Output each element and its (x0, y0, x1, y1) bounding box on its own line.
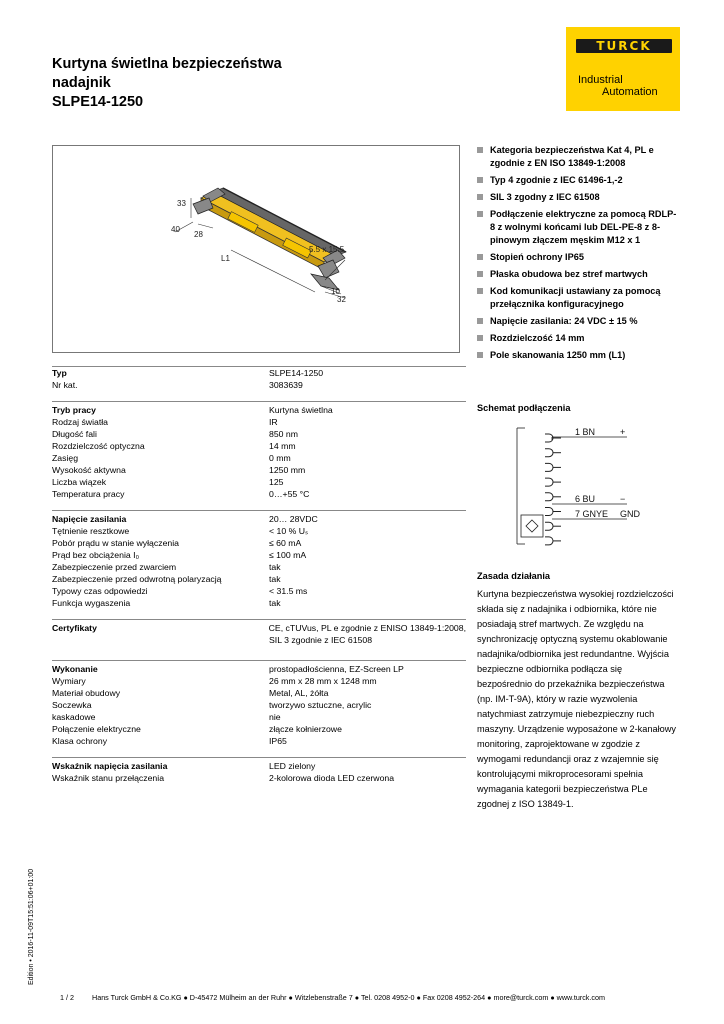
logo-line-1: Industrial (578, 74, 623, 86)
spec-value: tak (269, 574, 281, 584)
device-drawing (53, 146, 459, 352)
spec-value: 0…+55 °C (269, 489, 310, 499)
spec-row (52, 452, 466, 464)
spec-key: Prąd bez obciążenia I₀ (52, 550, 140, 560)
spec-row (52, 711, 466, 723)
connector-pin-icon (545, 478, 553, 486)
spec-key: Długość fali (52, 429, 97, 439)
pin7-sign: GND (620, 509, 640, 519)
spec-value: CE, cTUVus, PL e zgodnie z ENISO 13849-1:2008, (268, 623, 466, 633)
spec-value: 20… 28VDC (269, 514, 318, 524)
dim-label-40: 40 (171, 225, 180, 234)
spec-key: Tryb pracy (52, 405, 96, 415)
spec-value: ≤ 100 mA (269, 550, 307, 560)
footer-address: Hans Turck GmbH & Co.KG ● D-45472 Mülheim an der Ruhr ● Witzlebenstraße 7 ● Tel. 0208 4952-0 ● Fax 0208 4952-264 ● more@turck.com ● www.turck.com (92, 993, 605, 1002)
connector-pins (545, 434, 561, 545)
spec-row (52, 723, 466, 735)
feature-item (477, 349, 677, 362)
spec-value: tak (269, 562, 281, 572)
spec-value: < 31.5 ms (269, 586, 308, 596)
bullet-square-icon (477, 335, 483, 341)
feature-item (477, 174, 677, 187)
page-number: 1 / 2 (60, 993, 74, 1002)
spec-key: Napięcie zasilania (52, 514, 127, 524)
logo-brand: TURCK (596, 39, 652, 53)
connector-pin-icon (545, 449, 553, 457)
spec-row (52, 699, 466, 711)
connector-pin-icon (545, 508, 553, 516)
title-line: SLPE14-1250 (52, 94, 144, 110)
spec-value: Metal, AL, żółta (269, 688, 329, 698)
spec-row (52, 634, 466, 646)
feature-item (477, 208, 677, 247)
spec-table (52, 366, 466, 784)
schema-heading: Schemat podłączenia (477, 403, 571, 413)
spec-key (52, 634, 269, 646)
feature-text: Pole skanowania 1250 mm (L1) (490, 350, 626, 360)
wiring-diagram (477, 420, 687, 550)
spec-key: Połączenie elektryczne (52, 724, 141, 734)
spec-row (52, 525, 466, 537)
feature-item (477, 251, 677, 264)
spec-row (52, 537, 466, 549)
spec-value: < 10 % Uₛ (269, 526, 309, 536)
spec-value: 14 mm (269, 441, 296, 451)
spec-row (52, 561, 466, 573)
spec-row (52, 663, 466, 675)
page-title (52, 55, 282, 112)
feature-item (477, 332, 677, 345)
feature-text: SIL 3 zgodny z IEC 61508 (490, 192, 600, 202)
spec-group (52, 757, 466, 784)
spec-row (52, 573, 466, 585)
dim-label-l1: L1 (221, 254, 230, 263)
spec-row (52, 440, 466, 452)
spec-value: 0 mm (269, 453, 291, 463)
spec-key: Wykonanie (52, 664, 98, 674)
pin1-sign: + (620, 427, 626, 437)
spec-key: kaskadowe (52, 712, 96, 722)
spec-value: Kurtyna świetlna (269, 405, 333, 415)
spec-group (52, 401, 466, 500)
spec-key: Soczewka (52, 700, 92, 710)
spec-row (52, 687, 466, 699)
dimension-drawing (52, 145, 460, 353)
feature-text: Podłączenie elektryczne za pomocą RDLP-8 z wolnymi końcami lub DEL-PE-8 z 8-pinowym złączem męskim M12 x 1 (490, 209, 677, 245)
logo-line-2: Automation (602, 86, 658, 98)
spec-value: SIL 3 zgodnie z IEC 61508 (269, 635, 373, 645)
spec-value: IP65 (269, 736, 287, 746)
dim-label-32: 32 (337, 295, 346, 304)
spec-value: tworzywo sztuczne, acrylic (269, 700, 372, 710)
spec-row (52, 549, 466, 561)
footer (60, 993, 605, 1002)
spec-key: Certyfikaty (52, 623, 97, 633)
dim-label-slot: 5.5 x 15.5 (309, 245, 345, 254)
turck-logo (566, 27, 680, 111)
title-line: nadajnik (52, 75, 111, 91)
spec-key: Pobór prądu w stanie wyłączenia (52, 538, 180, 548)
spec-key: Nr kat. (52, 380, 78, 390)
bullet-square-icon (477, 288, 483, 294)
spec-row (52, 379, 466, 391)
spec-key: Liczba wiązek (52, 477, 107, 487)
feature-text: Stopień ochrony IP65 (490, 252, 584, 262)
edition-stamp: Edition • 2016-11-09T15:51:06+01:00 (28, 868, 35, 985)
spec-row (52, 428, 466, 440)
bullet-square-icon (477, 194, 483, 200)
bullet-square-icon (477, 318, 483, 324)
spec-row (52, 476, 466, 488)
spec-key: Materiał obudowy (52, 688, 121, 698)
principle-text: Kurtyna bezpieczeństwa wysokiej rozdzielczości składa się z nadajnika i odbiornika, które nie posiadają stref martwych. Ze względu na synchronizację optyczną systemu okablowanie nadajnika/odbiornika jest redundantne. Wyjścia bezpieczne odbiornika podłącza się bezpośrednio do przekaźnika bezpieczeństwa (np. IM-T-9A), który w razie wyzwolenia natychmiast zatrzymuje niebezpieczny ruch maszyny. Urządzenie wyposażone w 2-kanałowy monitoring, zaprojektowane w zgodzie z wymogami redundancji oraz z wzajemnie się kontrolującymi mikroprocesorami spełnia wymagania kategorii bezpieczeństwa PLe zgodnej z ISO 13849-1. (477, 589, 676, 809)
spec-key: Typ (52, 368, 67, 378)
bullet-square-icon (477, 147, 483, 153)
spec-row (52, 513, 466, 525)
spec-value: 26 mm x 28 mm x 1248 mm (269, 676, 377, 686)
spec-row (52, 585, 466, 597)
spec-row (52, 772, 466, 784)
pin1-label: 1 BN (575, 427, 596, 437)
spec-value: IR (269, 417, 278, 427)
spec-value: LED zielony (269, 761, 316, 771)
spec-row (52, 760, 466, 772)
feature-text: Płaska obudowa bez stref martwych (490, 269, 648, 279)
bullet-square-icon (477, 177, 483, 183)
connector-pin-icon (545, 463, 553, 471)
feature-item (477, 268, 677, 281)
spec-key: Temperatura pracy (52, 489, 125, 499)
dim-label-33: 33 (177, 199, 186, 208)
spec-row (52, 488, 466, 500)
connector-pin-icon (545, 493, 553, 501)
feature-item (477, 315, 677, 328)
pin7-label: 7 GNYE (575, 509, 609, 519)
spec-key: Zasięg (52, 453, 79, 463)
logo-brand-bar (566, 27, 690, 67)
feature-item (477, 191, 677, 204)
spec-key: Klasa ochrony (52, 736, 108, 746)
spec-key: Typowy czas odpowiedzi (52, 586, 148, 596)
feature-text: Napięcie zasilania: 24 VDC ± 15 % (490, 316, 638, 326)
spec-key: Wymiary (52, 676, 86, 686)
spec-row (52, 404, 466, 416)
spec-value: złącze kołnierzowe (269, 724, 342, 734)
bullet-square-icon (477, 254, 483, 260)
spec-group (52, 510, 466, 609)
principle-heading: Zasada działania (477, 571, 551, 581)
logo-tagline (578, 74, 658, 98)
connector-pin-icon (545, 522, 553, 530)
emitter-symbol (521, 515, 543, 537)
spec-key: Wysokość aktywna (52, 465, 126, 475)
spec-row (52, 622, 466, 634)
pin6-label: 6 BU (575, 494, 596, 504)
spec-group (52, 366, 466, 391)
spec-value: 850 nm (269, 429, 298, 439)
feature-text: Kod komunikacji ustawiany za pomocą przełącznika konfiguracyjnego (490, 286, 661, 309)
spec-key: Wskaźnik stanu przełączenia (52, 773, 165, 783)
spec-key: Zabezpieczenie przed odwrotną polaryzacją (52, 574, 222, 584)
bullet-square-icon (477, 271, 483, 277)
spec-row (52, 367, 466, 379)
spec-group (52, 660, 466, 747)
dim-label-10: 10 (331, 287, 340, 296)
spec-row (52, 735, 466, 747)
spec-key: Rozdzielczość optyczna (52, 441, 145, 451)
spec-row (52, 416, 466, 428)
spec-row (52, 675, 466, 687)
bullet-square-icon (477, 352, 483, 358)
feature-text: Rozdzielczość 14 mm (490, 333, 585, 343)
spec-key: Rodzaj światła (52, 417, 109, 427)
dim-label-28: 28 (194, 230, 203, 239)
spec-value: nie (269, 712, 281, 722)
spec-value: 3083639 (269, 380, 303, 390)
spec-group (52, 619, 466, 646)
spec-key: Wskaźnik napięcia zasilania (52, 761, 168, 771)
feature-list (477, 144, 677, 366)
spec-value: 1250 mm (269, 465, 306, 475)
title-line: Kurtyna świetlna bezpieczeństwa (52, 56, 282, 72)
feature-item (477, 144, 677, 170)
pin6-sign: − (620, 494, 626, 504)
spec-key: Zabezpieczenie przed zwarciem (52, 562, 177, 572)
feature-item (477, 285, 677, 311)
spec-row (52, 464, 466, 476)
spec-value: 125 (269, 477, 284, 487)
spec-key: Tętnienie resztkowe (52, 526, 130, 536)
connector-pin-icon (545, 537, 553, 545)
spec-key: Funkcja wygaszenia (52, 598, 131, 608)
spec-value: prostopadłościenna, EZ-Screen LP (269, 664, 404, 674)
bullet-square-icon (477, 211, 483, 217)
spec-value: ≤ 60 mA (269, 538, 302, 548)
spec-row (52, 597, 466, 609)
spec-value: SLPE14-1250 (269, 368, 324, 378)
spec-value: tak (269, 598, 281, 608)
feature-text: Kategoria bezpieczeństwa Kat 4, PL e zgodnie z EN ISO 13849-1:2008 (490, 145, 654, 168)
spec-value: 2-kolorowa dioda LED czerwona (269, 773, 395, 783)
feature-text: Typ 4 zgodnie z IEC 61496-1,-2 (490, 175, 623, 185)
